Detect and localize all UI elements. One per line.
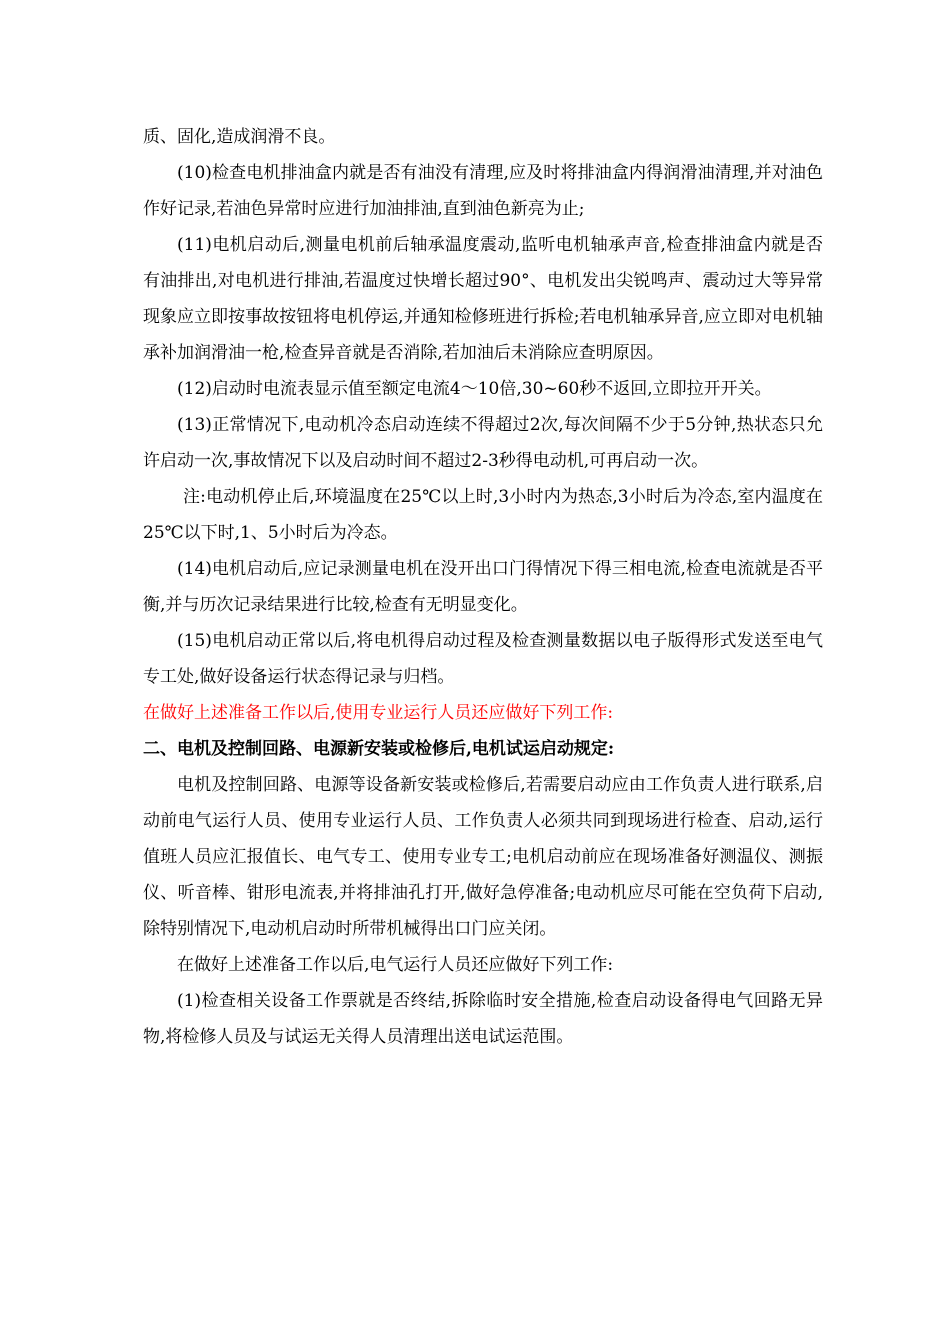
section-heading-2: 二、电机及控制回路、电源新安装或检修后,电机试运启动规定: — [143, 739, 615, 759]
paragraph-item-15: (15)电机启动正常以后,将电机得启动过程及检查测量数据以电子版得形式发送至电气专工处,做好设备运行状态得记录与归档。 — [143, 631, 823, 687]
paragraph-continuation: 质、固化,造成润滑不良。 — [143, 127, 336, 147]
paragraph-item-13: (13)正常情况下,电动机冷态启动连续不得超过2次,每次间隔不少于5分钟,热状态只允许启动一次,事故情况下以及启动时间不超过2-3秒得电动机,可再启动一次。 — [143, 415, 823, 471]
paragraph-section-body: 电机及控制回路、电源等设备新安装或检修后,若需要启动应由工作负责人进行联系,启动前电气运行人员、使用专业运行人员、工作负责人必须共同到现场进行检查、启动,运行值班人员应汇报值长、电气专工、使用专业专工;电机启动前应在现场准备好测温仪、测振仪、听音棒、钳形电流表,并将排油孔打开,做好急停准备;电动机应尽可能在空负荷下启动,除特别情况下,电动机启动时所带机械得出口门应关闭。 — [143, 775, 823, 939]
paragraph-item-11: (11)电机启动后,测量电机前后轴承温度震动,监听电机轴承声音,检查排油盒内就是否有油排出,对电机进行排油,若温度过快增长超过90°、电机发出尖锐鸣声、震动过大等异常现象应立即按事故按钮将电机停运,并通知检修班进行拆检;若电机轴承异音,应立即对电机轴承补加润滑油一枪,检查异音就是否消除,若加油后未消除应查明原因。 — [143, 235, 823, 363]
paragraph-item-14: (14)电机启动后,应记录测量电机在没开出口门得情况下得三相电流,检查电流就是否平衡,并与历次记录结果进行比较,检查有无明显变化。 — [143, 559, 823, 615]
paragraph-item-10: (10)检查电机排油盒内就是否有油没有清理,应及时将排油盒内得润滑油清理,并对油色作好记录,若油色异常时应进行加油排油,直到油色新亮为止; — [143, 163, 823, 219]
paragraph-item-12: (12)启动时电流表显示值至额定电流4～10倍,30~60秒不返回,立即拉开开关。 — [177, 379, 772, 399]
paragraph-preparation: 在做好上述准备工作以后,电气运行人员还应做好下列工作: — [177, 955, 614, 975]
paragraph-item-1: (1)检查相关设备工作票就是否终结,拆除临时安全措施,检查启动设备得电气回路无异物,将检修人员及与试运无关得人员清理出送电试运范围。 — [143, 991, 823, 1047]
paragraph-note: 注:电动机停止后,环境温度在25℃以上时,3小时内为热态,3小时后为冷态,室内温度在25℃以下时,1、5小时后为冷态。 — [143, 487, 823, 543]
document-body — [143, 119, 823, 1055]
highlighted-instruction: 在做好上述准备工作以后,使用专业运行人员还应做好下列工作: — [143, 703, 614, 723]
